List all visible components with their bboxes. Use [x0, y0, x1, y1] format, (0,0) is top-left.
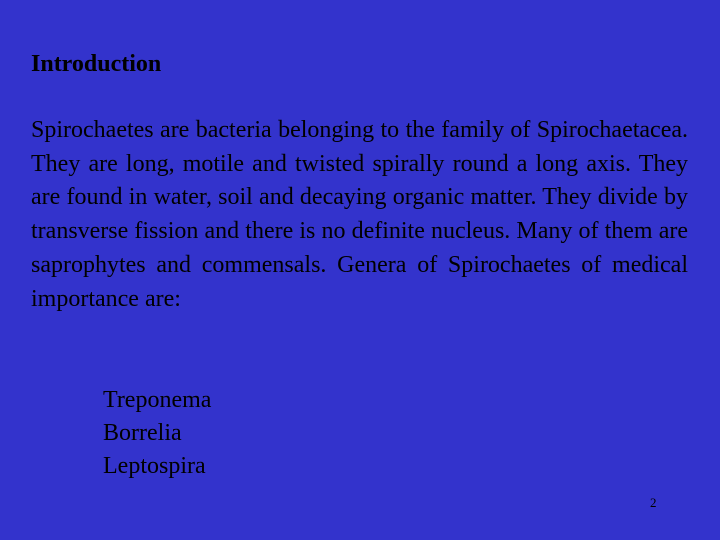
- genus-item: Borrelia: [103, 420, 182, 447]
- page-number: 2: [650, 495, 657, 510]
- genus-item: Treponema: [103, 387, 212, 413]
- slide-title: Introduction: [31, 51, 162, 77]
- body-paragraph: Spirochaetes are bacteria belonging to the family of Spirochaetacea. They are long, motile and twisted spirally round a long axis. They are found in water, soil and decaying organic matter. They divide by transverse fission and there is no definite nucleus. Many of them are saprophytes and commensals. Genera of Spirochaetes of medical importance are:: [31, 117, 688, 312]
- genus-item: Leptospira: [103, 453, 206, 480]
- genera-list: [103, 384, 211, 484]
